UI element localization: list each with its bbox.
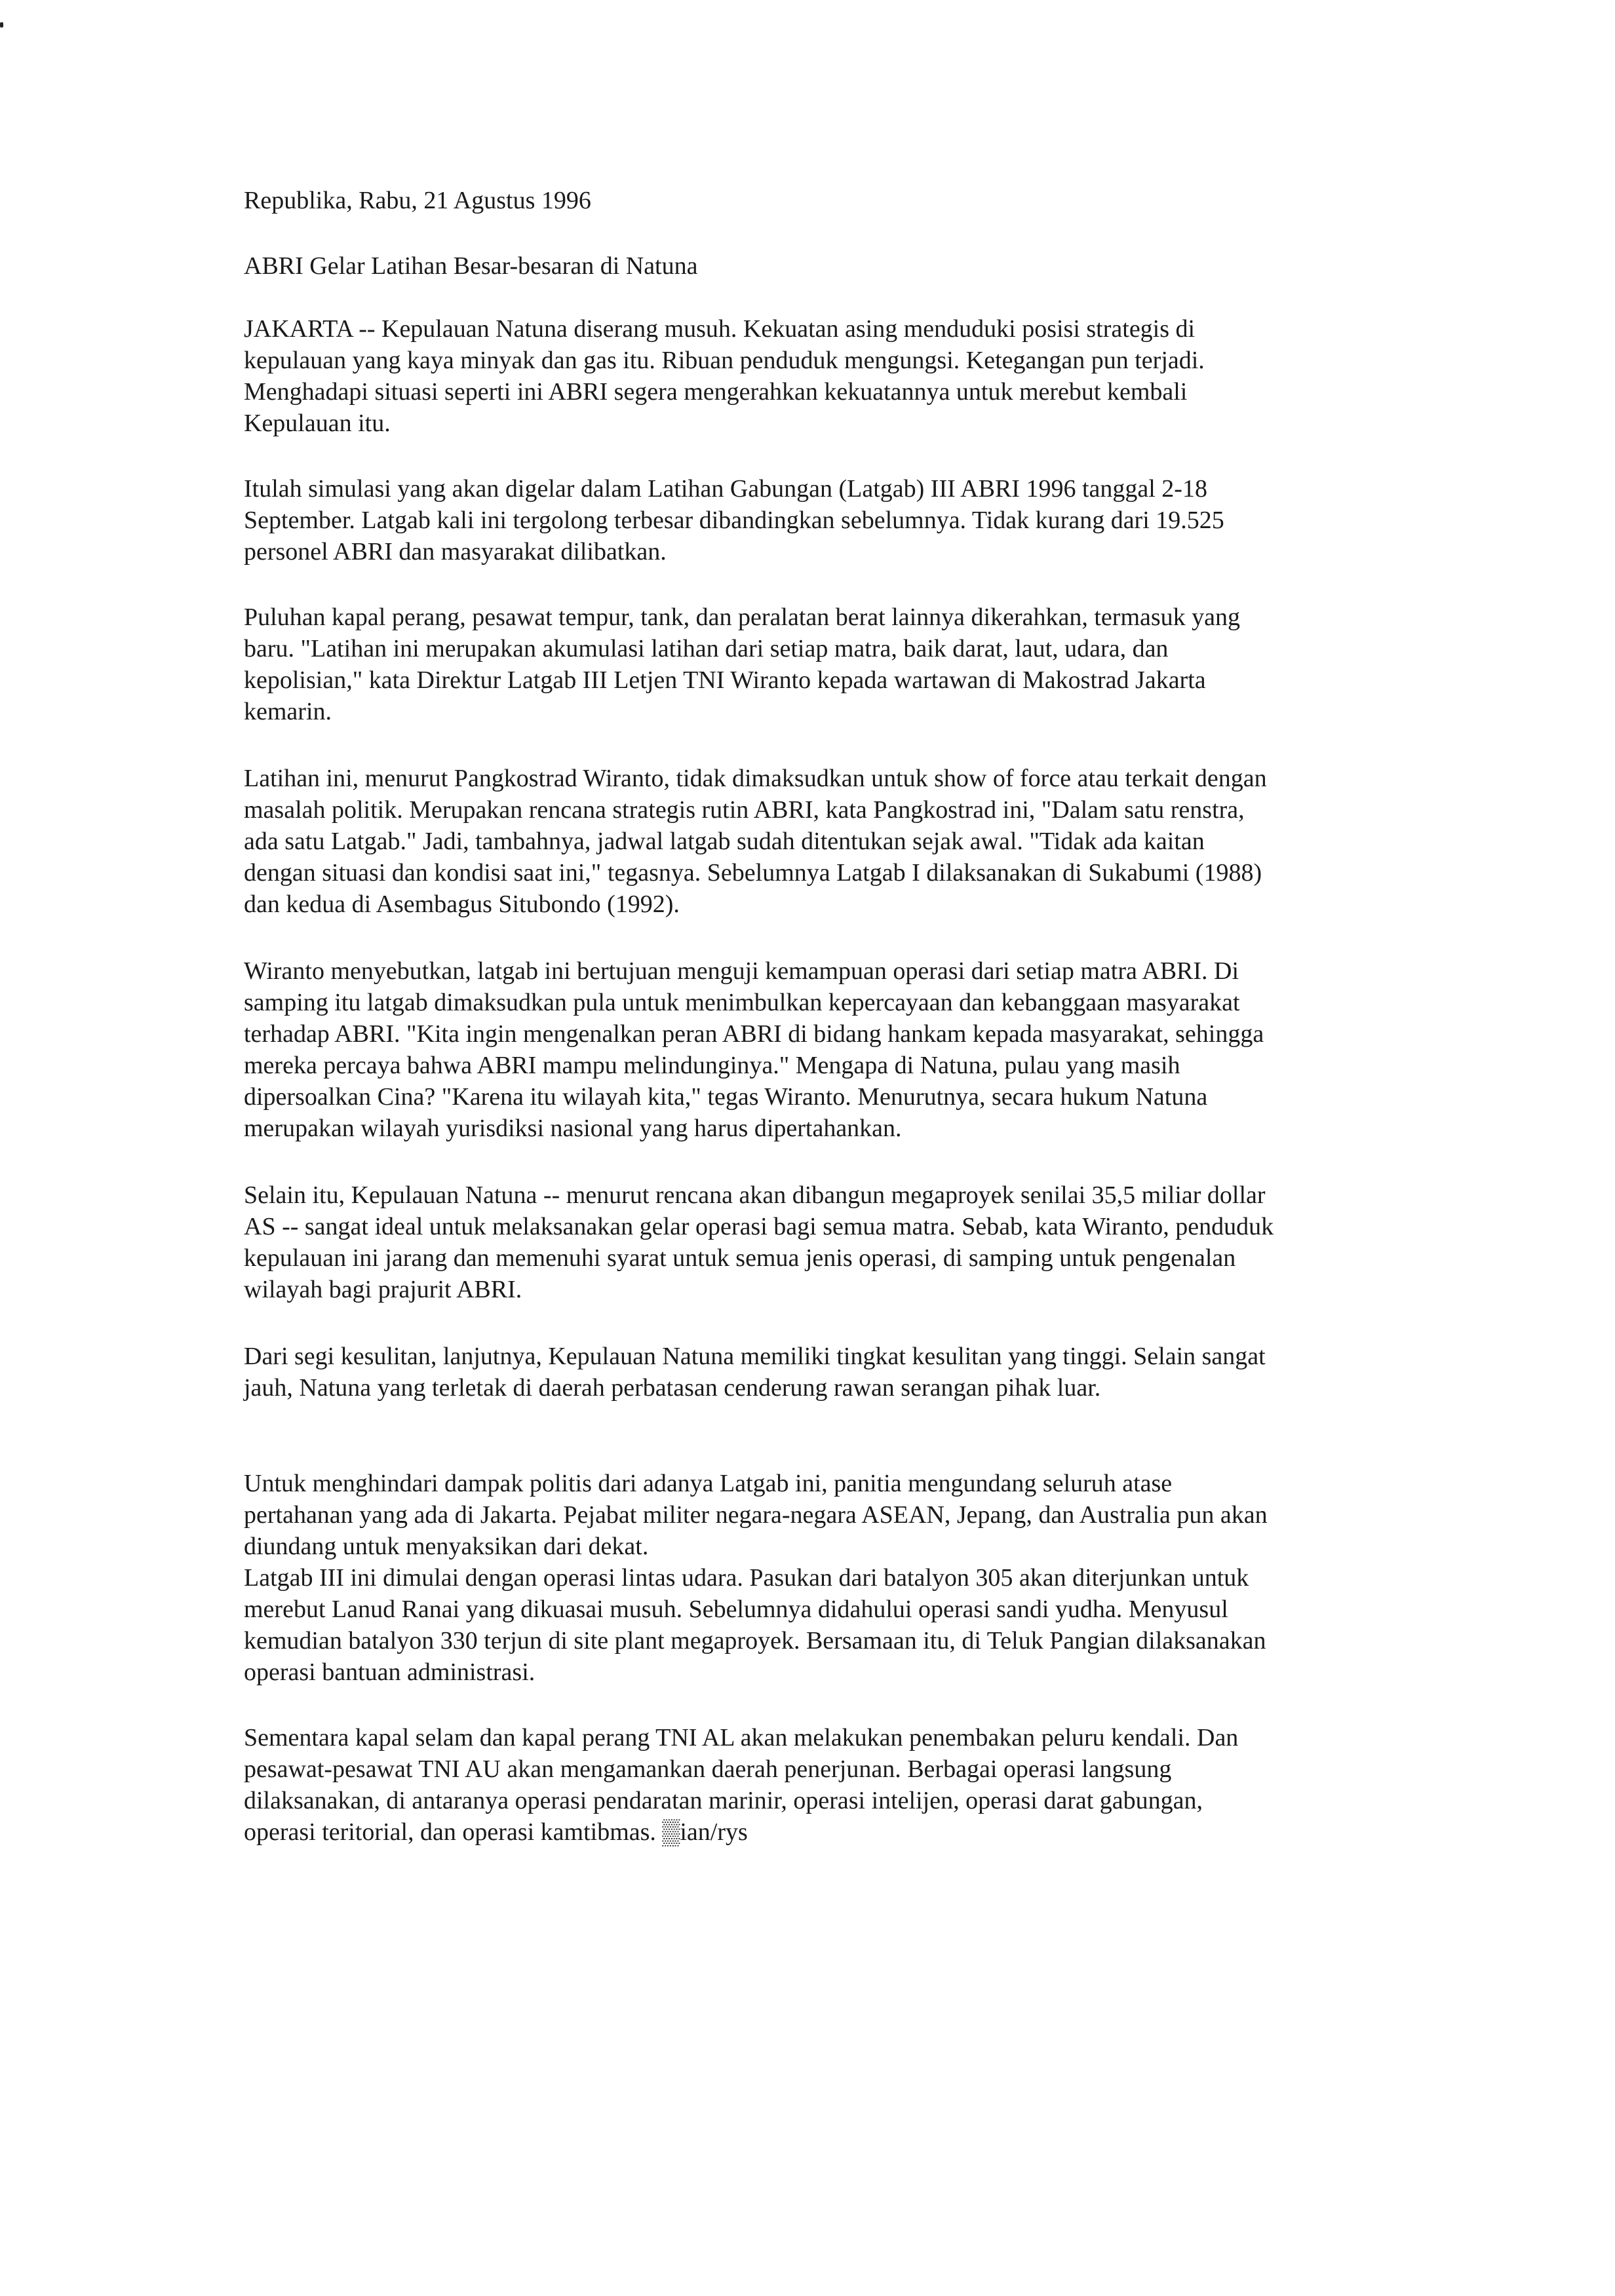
scan-mark	[0, 22, 3, 28]
headline: ABRI Gelar Latihan Besar-besaran di Natuna	[244, 252, 698, 280]
paragraph-6: Selain itu, Kepulauan Natuna -- menurut rencana akan dibangun megaproyek senilai 35,5 miliar dollar AS -- sangat ideal untuk melaksanakan gelar operasi bagi semua matra. Sebab, kata Wiranto, penduduk kepulauan ini jarang dan memenuhi syarat untuk semua jenis operasi, di samping untuk pengenalan wilayah bagi prajurit ABRI.	[244, 1181, 1274, 1303]
paragraph-3: Puluhan kapal perang, pesawat tempur, tank, dan peralatan berat lainnya dikerahkan, termasuk yang baru. "Latihan ini merupakan akumulasi latihan dari setiap matra, baik darat, laut, udara, dan kepolisian," kata Direktur Latgab III Letjen TNI Wiranto kepada wartawan di Makostrad Jakarta kemarin.	[244, 603, 1241, 725]
paragraph-2: Itulah simulasi yang akan digelar dalam Latihan Gabungan (Latgab) III ABRI 1996 tanggal 2-18 September. Latgab kali ini tergolong terbesar dibandingkan sebelumnya. Tidak kurang dari 19.525 personel ABRI dan masyarakat dilibatkan.	[244, 475, 1224, 565]
paragraph-9: Latgab III ini dimulai dengan operasi lintas udara. Pasukan dari batalyon 305 akan diterjunkan untuk merebut Lanud Ranai yang dikuasai musuh. Sebelumnya didahului operasi sandi yudha. Menyusul kemudian batalyon 330 terjun di site plant megaproyek. Bersamaan itu, di Teluk Pangian dilaksanakan operasi bantuan administrasi.	[244, 1564, 1266, 1686]
paragraph-4: Latihan ini, menurut Pangkostrad Wiranto, tidak dimaksudkan untuk show of force atau terkait dengan masalah politik. Merupakan rencana strategis rutin ABRI, kata Pangkostrad ini, "Dalam satu renstra, ada satu Latgab." Jadi, tambahnya, jadwal latgab sudah ditentukan sejak awal. "Tidak ada kaitan dengan situasi dan kondisi saat ini," tegasnya. Sebelumnya Latgab I dilaksanakan di Sukabumi (1988) dan kedua di Asembagus Situbondo (1992).	[244, 765, 1267, 918]
paragraph-7: Dari segi kesulitan, lanjutnya, Kepulauan Natuna memiliki tingkat kesulitan yang tinggi. Selain sangat jauh, Natuna yang terletak di daerah perbatasan cenderung rawan serangan pihak luar.	[244, 1343, 1266, 1402]
paragraph-10: Sementara kapal selam dan kapal perang TNI AL akan melakukan penembakan peluru kendali. Dan pesawat-pesawat TNI AU akan mengamankan daerah penerjunan. Berbagai operasi langsung dilaksanakan, di antaranya operasi pendaratan marinir, operasi intelijen, operasi darat gabungan, operasi teritorial, dan operasi kamtibmas. ▒ian/rys	[244, 1724, 1239, 1846]
dateline: Republika, Rabu, 21 Agustus 1996	[244, 187, 591, 214]
paragraph-8: Untuk menghindari dampak politis dari adanya Latgab ini, panitia mengundang seluruh atase pertahanan yang ada di Jakarta. Pejabat militer negara-negara ASEAN, Jepang, dan Australia pun akan diundang untuk menyaksikan dari dekat.	[244, 1470, 1268, 1560]
paragraph-5: Wiranto menyebutkan, latgab ini bertujuan menguji kemampuan operasi dari setiap matra ABRI. Di samping itu latgab dimaksudkan pula untuk menimbulkan kepercayaan dan kebanggaan masyarakat terhadap ABRI. "Kita ingin mengenalkan peran ABRI di bidang hankam kepada masyarakat, sehingga mereka percaya bahwa ABRI mampu melindunginya." Mengapa di Natuna, pulau yang masih dipersoalkan Cina? "Karena itu wilayah kita," tegas Wiranto. Menurutnya, secara hukum Natuna merupakan wilayah yurisdiksi nasional yang harus dipertahankan.	[244, 957, 1264, 1142]
paragraph-1: JAKARTA -- Kepulauan Natuna diserang musuh. Kekuatan asing menduduki posisi strategis di kepulauan yang kaya minyak dan gas itu. Ribuan penduduk mengungsi. Ketegangan pun terjadi. Menghadapi situasi seperti ini ABRI segera mengerahkan kekuatannya untuk merebut kembali Kepulauan itu.	[244, 315, 1205, 437]
